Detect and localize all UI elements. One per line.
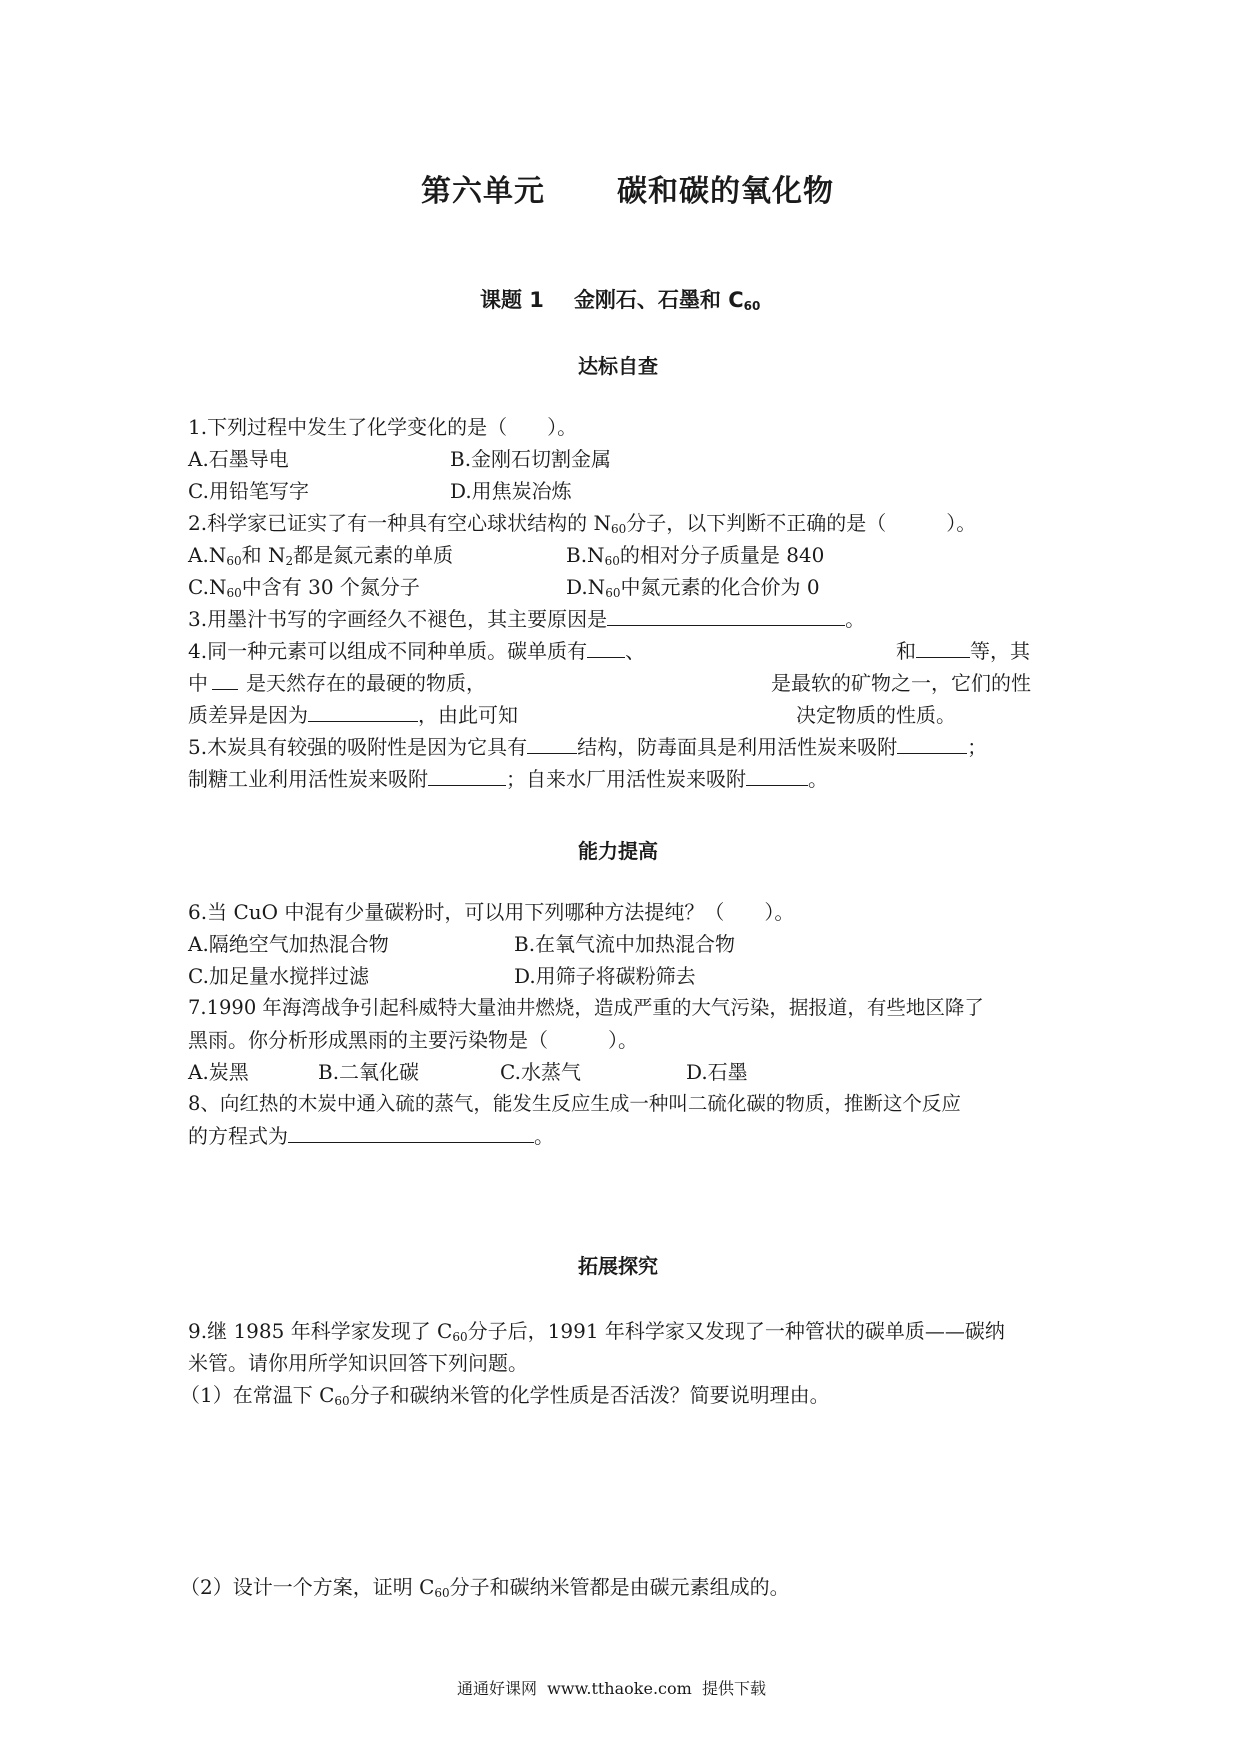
q5-line-2 (188, 765, 828, 793)
q4-line-3-right: 决定物质的性质。 (796, 703, 956, 727)
q4-l3-a: 质差异是因为 (188, 703, 308, 727)
q2-a-sub: 60 (226, 554, 242, 568)
q9-l1-b: 分子后，1991 年科学家又发现了一种管状的碳单质——碳纳 (467, 1319, 1005, 1343)
q2-stem-pre: 2.科学家已证实了有一种具有空心球状结构的 N (188, 511, 611, 535)
q2-option-b (566, 541, 824, 575)
q2-stem (188, 509, 976, 543)
q5-blank-1[interactable] (527, 733, 577, 754)
q2-a-pre: A.N (188, 543, 227, 567)
section-heading-2: 能力提高 (578, 839, 658, 863)
q9-l1-a: 9.继 1985 年科学家发现了 C (188, 1319, 453, 1343)
lesson-label: 课题 1 (480, 288, 544, 312)
q2-option-a (188, 541, 453, 575)
q3-blank[interactable] (607, 605, 845, 626)
q5-l1-c: ； (967, 735, 988, 759)
q4-line-3 (188, 701, 518, 729)
q3-post: 。 (845, 607, 866, 631)
q5-line-1 (188, 733, 987, 761)
q4-blank-4[interactable] (308, 701, 418, 722)
lesson-heading (480, 284, 760, 314)
q9-p2-b: 分子和碳纳米管都是由碳元素组成的。 (449, 1575, 790, 1599)
q4-line-1-right (896, 637, 1030, 665)
q4-blank-3[interactable] (212, 669, 238, 690)
q2-b-pre: B.N (566, 543, 605, 567)
q6-option-b: B.在氧气流中加热混合物 (514, 932, 736, 956)
q2-stem-sub: 60 (610, 522, 627, 536)
section-heading-1: 达标自查 (578, 354, 658, 378)
q9-p2-a: （2）设计一个方案，证明 C (180, 1575, 435, 1599)
q8-blank[interactable] (288, 1122, 534, 1143)
q7-line-1: 7.1990 年海湾战争引起科威特大量油井燃烧，造成严重的大气污染，据报道，有些地区降了 (188, 996, 984, 1019)
q4-line-1 (188, 637, 645, 665)
q4-l1-c: 和 (896, 639, 916, 663)
q5-l2-c: 。 (808, 767, 828, 791)
unit-name: 碳和碳的氧化物 (617, 174, 834, 209)
lesson-name: 金刚石、石墨和 C (573, 288, 744, 312)
q9-p1-a: （1）在常温下 C (180, 1383, 335, 1407)
q5-blank-3[interactable] (428, 765, 506, 786)
q3-pre: 3.用墨汁书写的字画经久不褪色，其主要原因是 (188, 607, 608, 631)
q1-stem: 1.下列过程中发生了化学变化的是（ ）。 (188, 415, 578, 439)
q4-line-2 (188, 669, 486, 697)
q2-d-pre: D.N (566, 575, 606, 599)
q7-line-2: 黑雨。你分析形成黑雨的主要污染物是（ ）。 (188, 1028, 638, 1052)
q2-b-sub: 60 (604, 554, 620, 568)
q4-blank-1[interactable] (587, 637, 625, 658)
q6-option-a: A.隔绝空气加热混合物 (188, 932, 389, 956)
q9-line-1 (188, 1317, 1005, 1351)
page-title (421, 166, 834, 210)
q4-l1-a: 4.同一种元素可以组成不同种单质。碳单质有 (188, 639, 588, 663)
q2-d-post: 中氮元素的化合价为 0 (620, 575, 820, 599)
q4-l1-d: 等，其 (970, 639, 1030, 663)
q8-l2-a: 的方程式为 (188, 1124, 288, 1148)
q4-l1-b: 、 (625, 639, 646, 663)
q9-p1-b: 分子和碳纳米管的化学性质是否活泼？简要说明理由。 (349, 1383, 830, 1407)
q2-a-sub2: 2 (285, 554, 294, 568)
q5-blank-2[interactable] (897, 733, 967, 754)
q8-line-2 (188, 1122, 554, 1150)
q4-line-2-right: 是最软的矿物之一，它们的性 (771, 671, 1031, 695)
q9-p2-sub: 60 (434, 1586, 450, 1600)
q2-d-sub: 60 (605, 586, 621, 600)
q2-a-post: 都是氮元素的单质 (293, 543, 454, 567)
q8-l2-b: 。 (534, 1124, 554, 1148)
q5-l1-b: 结构，防毒面具是利用活性炭来吸附 (577, 735, 898, 759)
q5-l1-a: 5.木炭具有较强的吸附性是因为它具有 (188, 735, 528, 759)
q1-option-c: C.用铅笔写字 (188, 479, 309, 503)
page-footer: 通通好课网 www.tthaoke.com 提供下载 (457, 1679, 766, 1698)
q9-part-2 (180, 1573, 790, 1607)
q1-option-a: A.石墨导电 (188, 447, 289, 471)
q4-l2-a: 中 (188, 671, 208, 695)
q4-blank-2[interactable] (916, 637, 970, 658)
q9-line-2: 米管。请你用所学知识回答下列问题。 (188, 1351, 528, 1375)
q5-blank-4[interactable] (746, 765, 808, 786)
q4-l3-b: ，由此可知 (418, 703, 518, 727)
q2-option-c (188, 573, 420, 607)
section-heading-3: 拓展探究 (578, 1254, 658, 1278)
q8-line-1: 8、向红热的木炭中通入硫的蒸气，能发生反应生成一种叫二硫化碳的物质，推断这个反应 (188, 1092, 961, 1115)
q6-option-d: D.用筛子将碳粉筛去 (514, 964, 696, 988)
q2-option-d (566, 573, 820, 607)
unit-label: 第六单元 (421, 174, 545, 209)
q6-stem: 6.当 CuO 中混有少量碳粉时，可以用下列哪种方法提纯？（ ）。 (188, 900, 795, 924)
q2-c-post: 中含有 30 个氮分子 (241, 575, 420, 599)
q7-option-d: D.石墨 (686, 1060, 748, 1084)
q2-a-mid: 和 N (241, 543, 286, 567)
q9-p1-sub: 60 (334, 1394, 350, 1408)
q5-l2-b: ；自来水厂用活性炭来吸附 (506, 767, 746, 791)
q1-option-b: B.金刚石切割金属 (450, 447, 612, 471)
q2-c-pre: C.N (188, 575, 227, 599)
q1-option-d: D.用焦炭冶炼 (450, 479, 572, 503)
q2-stem-post: 分子，以下判断不正确的是（ ）。 (626, 511, 977, 535)
q7-option-a: A.炭黑 (188, 1060, 249, 1084)
q4-l2-b: 是天然存在的最硬的物质， (246, 671, 486, 695)
q2-b-post: 的相对分子质量是 840 (619, 543, 825, 567)
q3 (188, 605, 865, 633)
q9-l1-sub: 60 (452, 1330, 468, 1344)
lesson-name-sub: 60 (743, 299, 761, 313)
q2-c-sub: 60 (226, 586, 242, 600)
q5-l2-a: 制糖工业利用活性炭来吸附 (188, 767, 428, 791)
q7-option-c: C.水蒸气 (500, 1060, 581, 1084)
q6-option-c: C.加足量水搅拌过滤 (188, 964, 369, 988)
q9-part-1 (180, 1381, 830, 1415)
q7-option-b: B.二氧化碳 (318, 1060, 420, 1084)
